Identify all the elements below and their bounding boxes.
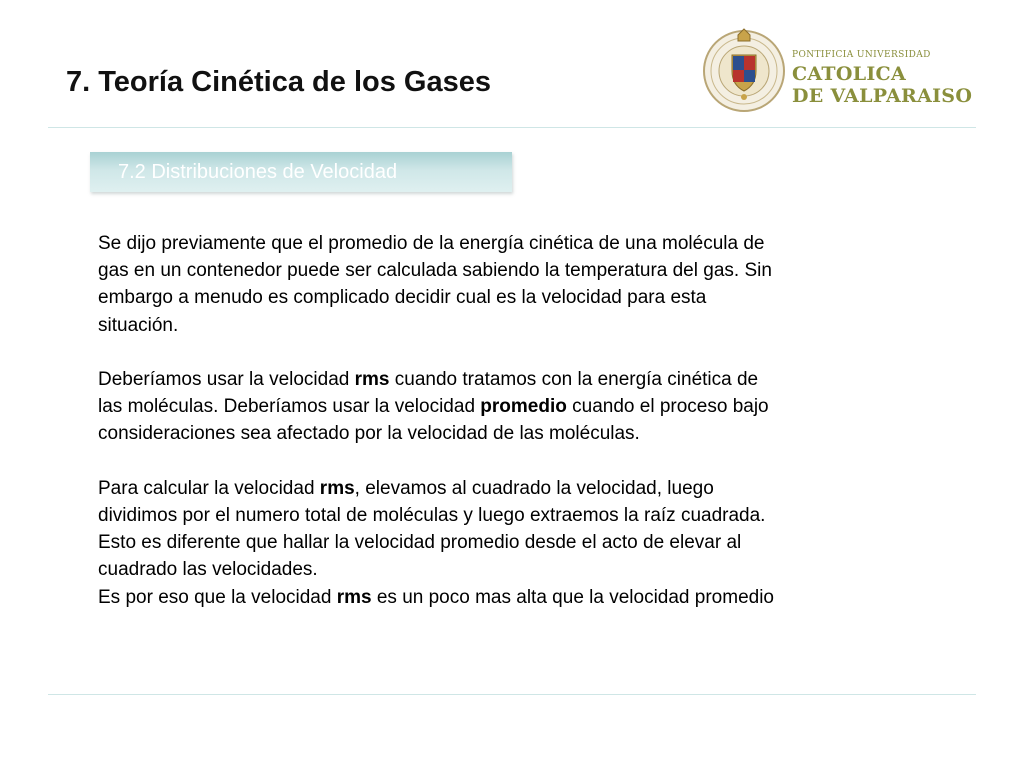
p3-line-5: Es por eso que la velocidad rms es un poco mas alta que la velocidad promedio [98,586,774,608]
university-logo [702,25,982,117]
logo-line-catolica: CATOLICA [792,63,907,85]
logo-line-valparaiso: DE VALPARAISO [792,85,973,107]
rms-term: rms [354,369,390,390]
section-subtitle: 7.2 Distribuciones de Velocidad [118,161,398,183]
p3-line-3: Esto es diferente que hallar la velocidad promedio desde el acto de elevar al [98,532,742,554]
section-subtitle-box [90,152,512,192]
p1-line-2: gas en un contenedor puede ser calculada sabiendo la temperatura del gas. Sin [98,260,772,282]
p1-line-3: embargo a menudo es complicado decidir cual es la velocidad para esta [98,287,707,309]
p2-line-1: Deberíamos usar la velocidad rms cuando tratamos con la energía cinética de [98,369,759,390]
paragraph-spacer [98,448,918,475]
promedio-term: promedio [480,396,567,418]
university-seal-icon [702,25,786,115]
rms-term: rms [319,477,355,499]
p2-line-3: consideraciones sea afectado por la velocidad de las moléculas. [98,423,640,445]
paragraph-2 [98,366,918,448]
p2-line-2: las moléculas. Deberíamos usar la velocidad promedio cuando el proceso bajo [98,396,769,418]
paragraph-3 [98,475,918,611]
p3-line-4: cuadrado las velocidades. [98,559,318,581]
p1-line-1: Se dijo previamente que el promedio de la energía cinética de una molécula de [98,233,765,254]
p1-line-4: situación. [98,314,179,336]
rms-term: rms [336,586,372,608]
logo-line-pontificia: PONTIFICIA UNIVERSIDAD [792,50,931,60]
paragraph-spacer [98,339,918,366]
paragraph-1 [98,230,918,339]
page-title: 7. Teoría Cinética de los Gases [66,66,491,98]
body-text [98,230,918,611]
header-divider [48,127,976,128]
p3-line-2: dividimos por el numero total de moléculas y luego extraemos la raíz cuadrada. [98,505,766,526]
footer-divider [48,694,976,695]
p3-line-1: Para calcular la velocidad rms, elevamos al cuadrado la velocidad, luego [98,477,714,499]
